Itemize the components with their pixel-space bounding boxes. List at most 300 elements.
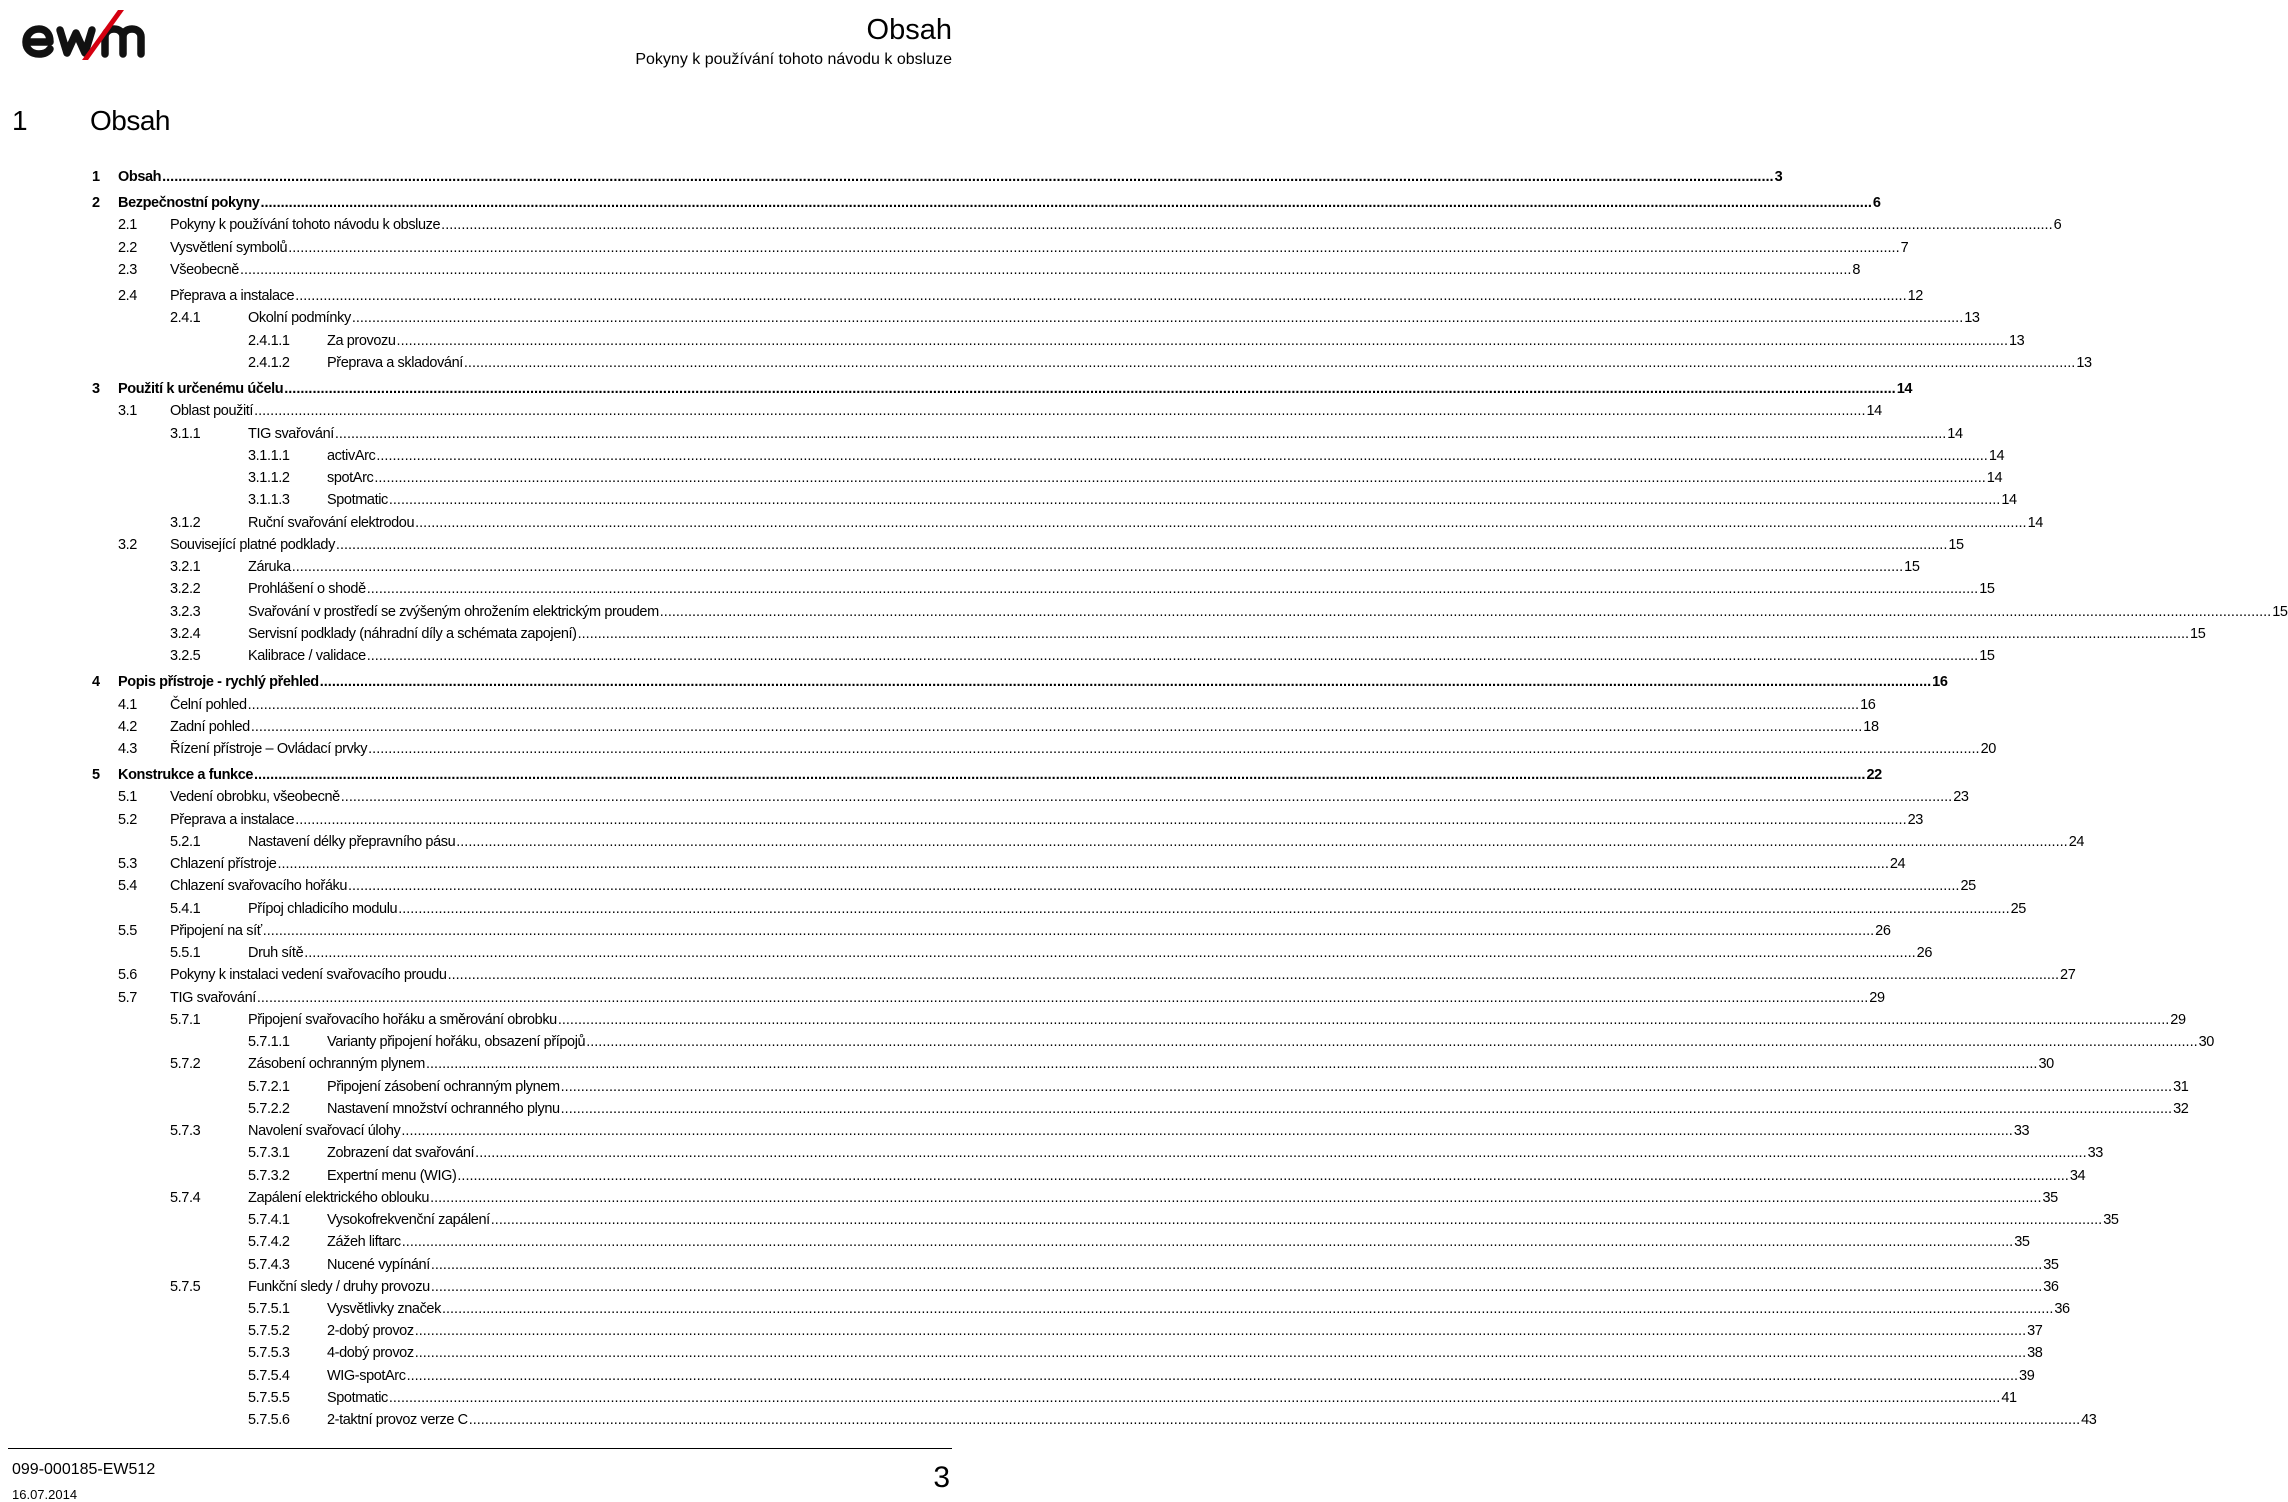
toc-dot-leader: ................................................................................................................................................................................................................................................................................................................................................................................................................ [334,426,1947,442]
toc-entry-number: 5.7.4.3 [248,1257,290,1273]
toc-entry-line [327,1209,2119,1231]
toc-entry-title: Připojení zásobení ochranným plynem [327,1079,560,1095]
ewm-logo [20,8,165,63]
toc-entry-page: 43 [2081,1412,2097,1428]
toc-entry-page: 14 [1896,381,1913,397]
toc-dot-leader: ................................................................................................................................................................................................................................................................................................................................................................................................................ [659,604,2272,620]
toc-entry-title: Všeobecně [170,262,239,278]
toc-entry-page: 13 [1964,310,1980,326]
toc-entry[interactable] [0,987,1885,1009]
toc-entry-line [327,1031,2214,1053]
toc-entry-number: 4 [92,674,100,690]
toc-entry-number: 5 [92,767,100,783]
toc-entry-number: 5.2.1 [170,834,201,850]
toc-entry-title: Související platné podklady [170,537,335,553]
toc-entry[interactable] [0,671,1948,693]
toc-entry[interactable] [0,192,1881,214]
toc-dot-leader: ................................................................................................................................................................................................................................................................................................................................................................................................................ [351,310,1964,326]
toc-entry-title: Záruka [248,559,291,575]
toc-entry-page: 6 [1872,195,1881,211]
toc-entry[interactable] [0,330,2025,352]
toc-entry-line [170,694,1876,716]
toc-entry-line [118,192,1881,214]
toc-entry-title: Chlazení svařovacího hořáku [170,878,347,894]
toc-entry-title: Spotmatic [327,492,388,508]
toc-dot-leader: ................................................................................................................................................................................................................................................................................................................................................................................................................ [456,834,2068,850]
toc-entry-title: Nucené vypínání [327,1257,430,1273]
toc-entry-title: Chlazení přístroje [170,856,277,872]
toc-entry-title: Oblast použití [170,403,254,419]
toc-entry-page: 26 [1875,923,1891,939]
toc-entry-line [170,716,1879,738]
toc-dot-leader: ................................................................................................................................................................................................................................................................................................................................................................................................................ [577,626,2190,642]
toc-entry-number: 2.4 [118,288,137,304]
toc-entry-line [248,645,1995,667]
header-subtitle: Pokyny k používání tohoto návodu k obsluze [635,51,952,68]
toc-entry[interactable] [0,831,2085,853]
toc-dot-leader: ................................................................................................................................................................................................................................................................................................................................................................................................................ [254,403,1866,419]
toc-entry-title: Vysvětlení symbolů [170,240,288,256]
toc-entry-number: 3.2.1 [170,559,201,575]
toc-entry-page: 30 [2038,1056,2054,1072]
toc-entry-line [170,920,1891,942]
toc-entry[interactable] [0,623,2206,645]
footer-divider [8,1448,952,1449]
toc-entry-number: 5.7.2 [170,1056,201,1072]
toc-entry[interactable] [0,400,1882,422]
toc-entry-line [248,898,2026,920]
toc-entry[interactable] [0,307,1980,329]
toc-entry[interactable] [0,875,1976,897]
toc-entry[interactable] [0,694,1876,716]
toc-entry-number: 5.4 [118,878,137,894]
toc-dot-leader: ................................................................................................................................................................................................................................................................................................................................................................................................................ [468,1412,2081,1428]
toc-entry-number: 5.7 [118,990,137,1006]
toc-entry-title: Konstrukce a funkce [118,767,254,783]
toc-entry[interactable] [0,1187,2058,1209]
toc-entry[interactable] [0,285,1923,307]
toc-dot-leader: ................................................................................................................................................................................................................................................................................................................................................................................................................ [348,878,1960,894]
toc-entry-title: Prohlášení o shodě [248,581,366,597]
toc-entry-title: Za provozu [327,333,396,349]
toc-entry-line [118,378,1913,400]
toc-entry-page: 36 [2043,1279,2059,1295]
footer-date: 16.07.2014 [12,1487,78,1502]
toc-entry[interactable] [0,786,1969,808]
toc-dot-leader: ................................................................................................................................................................................................................................................................................................................................................................................................................ [415,515,2027,531]
toc-entry-line [248,512,2043,534]
toc-entry-page: 6 [2053,217,2062,233]
toc-entry-title: TIG svařování [170,990,256,1006]
toc-entry-line [248,307,1980,329]
toc-entry-number: 3.1.1.3 [248,492,290,508]
toc-entry-line [170,237,1909,259]
toc-dot-leader: ................................................................................................................................................................................................................................................................................................................................................................................................................ [426,1056,2038,1072]
toc-entry-number: 5.7.4.2 [248,1234,290,1250]
toc-entry[interactable] [0,1142,2103,1164]
toc-entry-number: 5.7.5.5 [248,1390,290,1406]
toc-dot-leader: ................................................................................................................................................................................................................................................................................................................................................................................................................ [340,789,1953,805]
toc-entry[interactable] [0,601,2288,623]
toc-entry-title: Expertní menu (WIG) [327,1168,457,1184]
toc-entry[interactable] [0,964,2076,986]
toc-entry[interactable] [0,166,1783,188]
toc-dot-leader: ................................................................................................................................................................................................................................................................................................................................................................................................................ [430,1257,2043,1273]
toc-entry-title: Vysokofrekvenční zapálení [327,1212,490,1228]
toc-entry-line [248,1276,2059,1298]
toc-entry-title: Připojení na síť [170,923,262,939]
toc-entry[interactable] [0,1120,2030,1142]
toc-entry-title: Funkční sledy / druhy provozu [248,1279,430,1295]
toc-entry-title: Ruční svařování elektrodou [248,515,415,531]
toc-entry-number: 4.2 [118,719,137,735]
toc-dot-leader: ................................................................................................................................................................................................................................................................................................................................................................................................................ [247,697,1860,713]
toc-entry[interactable] [0,1009,2186,1031]
toc-dot-leader: ................................................................................................................................................................................................................................................................................................................................................................................................................ [256,990,1869,1006]
toc-entry-line [248,1187,2058,1209]
toc-entry-number: 3.2.3 [170,604,201,620]
toc-dot-leader: ................................................................................................................................................................................................................................................................................................................................................................................................................ [447,967,2060,983]
toc-dot-leader: ................................................................................................................................................................................................................................................................................................................................................................................................................ [490,1212,2103,1228]
toc-dot-leader: ................................................................................................................................................................................................................................................................................................................................................................................................................ [398,901,2010,917]
toc-entry-title: Vysvětlivky značek [327,1301,441,1317]
toc-entry[interactable] [0,1387,2017,1409]
toc-entry-line [170,853,1906,875]
toc-entry-number: 5.6 [118,967,137,983]
toc-entry-line [327,467,2003,489]
toc-entry-title: Popis přístroje - rychlý přehled [118,674,319,690]
toc-entry-number: 2 [92,195,100,211]
toc-entry-title: Zobrazení dat svařování [327,1145,475,1161]
toc-dot-leader: ................................................................................................................................................................................................................................................................................................................................................................................................................ [239,262,1852,278]
toc-entry[interactable] [0,1209,2119,1231]
toc-entry-page: 13 [2076,355,2092,371]
toc-entry-number: 5.5 [118,923,137,939]
toc-entry-page: 12 [1907,288,1923,304]
toc-entry-number: 3.2.4 [170,626,201,642]
toc-entry-page: 41 [2001,1390,2017,1406]
toc-dot-leader: ................................................................................................................................................................................................................................................................................................................................................................................................................ [396,333,2008,349]
toc-entry-page: 24 [1889,856,1906,872]
toc-entry-page: 15 [1948,537,1964,553]
toc-dot-leader: ................................................................................................................................................................................................................................................................................................................................................................................................................ [376,448,1988,464]
toc-entry-page: 23 [1953,789,1969,805]
toc-entry-line [327,1165,2086,1187]
toc-entry-line [327,1254,2059,1276]
toc-entry-title: Varianty připojení hořáku, obsazení přípojů [327,1034,586,1050]
toc-dot-leader: ................................................................................................................................................................................................................................................................................................................................................................................................................ [557,1012,2170,1028]
toc-entry[interactable] [0,809,1923,831]
toc-entry-page: 18 [1863,719,1879,735]
toc-entry-page: 39 [2019,1368,2035,1384]
toc-entry-title: Pokyny k používání tohoto návodu k obsluze [170,217,441,233]
toc-entry-number: 1 [92,169,100,185]
toc-entry[interactable] [0,1409,2097,1431]
toc-entry[interactable] [0,898,2026,920]
toc-dot-leader: ................................................................................................................................................................................................................................................................................................................................................................................................................ [335,537,1948,553]
toc-entry-page: 14 [1947,426,1963,442]
toc-entry-number: 2.4.1 [170,310,201,326]
toc-entry[interactable] [0,578,1995,600]
toc-dot-leader: ................................................................................................................................................................................................................................................................................................................................................................................................................ [441,217,2053,233]
toc-entry-line [327,1409,2097,1431]
toc-entry-number: 5.7.5 [170,1279,201,1295]
toc-entry-number: 5.7.3.2 [248,1168,290,1184]
toc-entry-page: 29 [2170,1012,2186,1028]
ewm-logo-graphic [20,8,165,63]
toc-dot-leader: ................................................................................................................................................................................................................................................................................................................................................................................................................ [463,355,2076,371]
toc-dot-leader: ................................................................................................................................................................................................................................................................................................................................................................................................................ [457,1168,2069,1184]
toc-entry-line [327,1098,2189,1120]
toc-entry[interactable] [0,920,1891,942]
toc-entry[interactable] [0,1031,2214,1053]
toc-entry-line [327,1342,2043,1364]
toc-entry-number: 3.1 [118,403,137,419]
toc-entry[interactable] [0,645,1995,667]
toc-entry[interactable] [0,1342,2043,1364]
toc-entry-number: 3.1.1.2 [248,470,290,486]
toc-dot-leader: ................................................................................................................................................................................................................................................................................................................................................................................................................ [260,195,1872,211]
toc-dot-leader: ................................................................................................................................................................................................................................................................................................................................................................................................................ [388,1390,2001,1406]
toc-entry-title: 2-taktní provoz verze C [327,1412,468,1428]
toc-entry-line [248,423,1963,445]
toc-entry[interactable] [0,1254,2059,1276]
toc-entry-page: 14 [2001,492,2017,508]
toc-entry-page: 26 [1916,945,1933,961]
toc-entry-number: 5.7.2.1 [248,1079,290,1095]
toc-entry-page: 15 [1904,559,1920,575]
toc-dot-leader: ................................................................................................................................................................................................................................................................................................................................................................................................................ [304,945,1916,961]
toc-entry-title: activArc [327,448,376,464]
toc-entry-title: Pokyny k instalaci vedení svařovacího proudu [170,967,447,983]
toc-entry[interactable] [0,942,1933,964]
toc-entry[interactable] [0,1320,2043,1342]
toc-entry-number: 5.7.3 [170,1123,201,1139]
toc-entry[interactable] [0,445,2005,467]
footer-page-number: 3 [933,1461,950,1494]
toc-entry[interactable] [0,716,1879,738]
toc-entry-number: 3.2 [118,537,137,553]
toc-entry[interactable] [0,467,2003,489]
toc-dot-leader: ................................................................................................................................................................................................................................................................................................................................................................................................................ [388,492,2001,508]
toc-entry-title: Přípoj chladicího modulu [248,901,398,917]
toc-dot-leader: ................................................................................................................................................................................................................................................................................................................................................................................................................ [291,559,1904,575]
toc-dot-leader: ................................................................................................................................................................................................................................................................................................................................................................................................................ [250,719,1863,735]
toc-entry-line [170,809,1923,831]
toc-entry-number: 3.1.1.1 [248,448,290,464]
toc-entry-page: 14 [1866,403,1882,419]
toc-entry[interactable] [0,1231,2030,1253]
toc-entry-number: 2.1 [118,217,137,233]
toc-dot-leader: ................................................................................................................................................................................................................................................................................................................................................................................................................ [586,1034,2198,1050]
toc-entry-title: Zadní pohled [170,719,250,735]
toc-entry-line [170,534,1964,556]
toc-entry-page: 29 [1869,990,1885,1006]
header-title: Obsah [866,14,952,46]
toc-entry[interactable] [0,1298,2070,1320]
toc-entry-number: 2.4.1.2 [248,355,290,371]
toc-entry-title: Kalibrace / validace [248,648,366,664]
toc-entry-page: 37 [2027,1323,2043,1339]
toc-entry-page: 27 [2060,967,2076,983]
toc-entry[interactable] [0,259,1861,281]
toc-entry-line [327,352,2092,374]
toc-dot-leader: ................................................................................................................................................................................................................................................................................................................................................................................................................ [401,1234,2014,1250]
toc-entry-line [170,400,1882,422]
toc-entry-line [327,1298,2070,1320]
toc-entry-number: 5.1 [118,789,137,805]
toc-entry-line [170,259,1861,281]
toc-entry-line [327,1387,2017,1409]
toc-entry-page: 13 [2008,333,2025,349]
toc-entry-number: 3.1.2 [170,515,201,531]
toc-entry-line [327,1365,2035,1387]
toc-entry-title: Druh sítě [248,945,304,961]
toc-entry-page: 35 [2042,1190,2058,1206]
toc-entry-number: 2.4.1.1 [248,333,290,349]
toc-entry[interactable] [0,556,1920,578]
toc-entry-line [327,330,2025,352]
toc-entry[interactable] [0,1076,2189,1098]
toc-entry-line [248,1053,2054,1075]
toc-entry-title: Spotmatic [327,1390,388,1406]
toc-entry[interactable] [0,853,1906,875]
toc-entry[interactable] [0,738,1996,760]
toc-entry-page: 15 [1979,648,1995,664]
toc-dot-leader: ................................................................................................................................................................................................................................................................................................................................................................................................................ [162,169,1774,185]
toc-entry-page: 38 [2027,1345,2043,1361]
toc-entry-page: 16 [1932,674,1948,690]
toc-entry-line [248,1120,2030,1142]
toc-entry-number: 5.7.3.1 [248,1145,290,1161]
toc-entry[interactable] [0,352,2092,374]
toc-entry-page: 20 [1980,741,1996,757]
toc-entry-line [248,942,1933,964]
toc-dot-leader: ................................................................................................................................................................................................................................................................................................................................................................................................................ [295,812,1907,828]
toc-entry-page: 14 [1988,448,2005,464]
toc-entry-title: Vedení obrobku, všeobecně [170,789,340,805]
toc-entry-page: 15 [2272,604,2288,620]
toc-entry-title: spotArc [327,470,374,486]
toc-entry[interactable] [0,1053,2054,1075]
chapter-number: 1 [12,105,28,136]
toc-dot-leader: ................................................................................................................................................................................................................................................................................................................................................................................................................ [368,741,1980,757]
toc-entry[interactable] [0,423,1963,445]
toc-entry-number: 5.3 [118,856,137,872]
toc-entry-number: 3.2.5 [170,648,201,664]
toc-entry-number: 5.7.1.1 [248,1034,290,1050]
toc-entry-page: 35 [2103,1212,2119,1228]
toc-entry-number: 3.2.2 [170,581,201,597]
toc-dot-leader: ................................................................................................................................................................................................................................................................................................................................................................................................................ [288,240,1900,256]
toc-entry-line [327,489,2017,511]
toc-entry-number: 5.7.1 [170,1012,201,1028]
toc-entry-page: 16 [1860,697,1876,713]
toc-entry[interactable] [0,1165,2086,1187]
toc-entry-page: 15 [1979,581,1995,597]
toc-entry-number: 5.7.4 [170,1190,201,1206]
chapter-heading [12,104,170,138]
toc-dot-leader: ................................................................................................................................................................................................................................................................................................................................................................................................................ [441,1301,2054,1317]
toc-entry-title: Servisní podklady (náhradní díly a schémata zapojení) [248,626,577,642]
toc-entry-number: 3 [92,381,100,397]
toc-entry-line [248,623,2206,645]
toc-entry[interactable] [0,1365,2035,1387]
toc-entry-title: TIG svařování [248,426,334,442]
toc-dot-leader: ................................................................................................................................................................................................................................................................................................................................................................................................................ [319,674,1932,690]
toc-entry-page: 8 [1852,262,1861,278]
toc-entry[interactable] [0,1276,2059,1298]
toc-entry-title: Připojení svařovacího hořáku a směrování obrobku [248,1012,557,1028]
toc-entry-title: Řízení přístroje – Ovládací prvky [170,741,368,757]
toc-entry-title: WIG-spotArc [327,1368,406,1384]
toc-entry[interactable] [0,237,1909,259]
toc-entry-title: Přeprava a instalace [170,288,295,304]
toc-entry-title: Nastavení množství ochranného plynu [327,1101,560,1117]
toc-entry-number: 5.2 [118,812,137,828]
toc-entry-page: 33 [2013,1123,2030,1139]
toc-dot-leader: ................................................................................................................................................................................................................................................................................................................................................................................................................ [430,1190,2042,1206]
toc-entry-number: 2.3 [118,262,137,278]
toc-entry-line [170,214,2062,236]
toc-entry-page: 25 [2010,901,2026,917]
toc-entry-page: 25 [1960,878,1976,894]
toc-entry[interactable] [0,378,1913,400]
toc-entry-number: 2.2 [118,240,137,256]
toc-dot-leader: ................................................................................................................................................................................................................................................................................................................................................................................................................ [560,1079,2173,1095]
chapter-title: Obsah [90,105,170,136]
toc-entry-page: 15 [2190,626,2206,642]
toc-dot-leader: ................................................................................................................................................................................................................................................................................................................................................................................................................ [262,923,1875,939]
toc-entry-line [170,875,1976,897]
toc-entry-line [248,601,2288,623]
toc-entry-number: 5.7.4.1 [248,1212,290,1228]
toc-entry[interactable] [0,512,2043,534]
toc-dot-leader: ................................................................................................................................................................................................................................................................................................................................................................................................................ [560,1101,2173,1117]
toc-entry-page: 33 [2087,1145,2103,1161]
toc-entry-title: Přeprava a skladování [327,355,463,371]
toc-entry-page: 36 [2054,1301,2070,1317]
toc-entry-title: Zážeh liftarc [327,1234,401,1250]
toc-entry-page: 23 [1907,812,1923,828]
toc-entry-title: Zásobení ochranným plynem [248,1056,425,1072]
toc-entry[interactable] [0,534,1964,556]
toc-entry-title: Nastavení délky přepravního pásu [248,834,456,850]
toc-entry-number: 5.7.5.3 [248,1345,290,1361]
toc-dot-leader: ................................................................................................................................................................................................................................................................................................................................................................................................................ [430,1279,2043,1295]
toc-entry-number: 5.7.5.2 [248,1323,290,1339]
toc-entry-line [248,578,1995,600]
toc-entry[interactable] [0,764,1882,786]
toc-entry[interactable] [0,489,2017,511]
toc-entry-number: 4.3 [118,741,137,757]
toc-entry-line [327,1142,2103,1164]
toc-entry[interactable] [0,1098,2189,1120]
toc-entry-line [327,1231,2030,1253]
toc-entry-number: 5.7.5.6 [248,1412,290,1428]
toc-entry-line [248,831,2085,853]
toc-entry-number: 4.1 [118,697,137,713]
toc-entry[interactable] [0,214,2062,236]
toc-entry-page: 31 [2173,1079,2189,1095]
toc-entry-title: Zapálení elektrického oblouku [248,1190,430,1206]
toc-dot-leader: ................................................................................................................................................................................................................................................................................................................................................................................................................ [277,856,1889,872]
toc-dot-leader: ................................................................................................................................................................................................................................................................................................................................................................................................................ [295,288,1907,304]
toc-entry-line [170,786,1969,808]
toc-entry-title: Okolní podmínky [248,310,351,326]
toc-entry-page: 14 [2027,515,2043,531]
toc-entry-line [118,671,1948,693]
